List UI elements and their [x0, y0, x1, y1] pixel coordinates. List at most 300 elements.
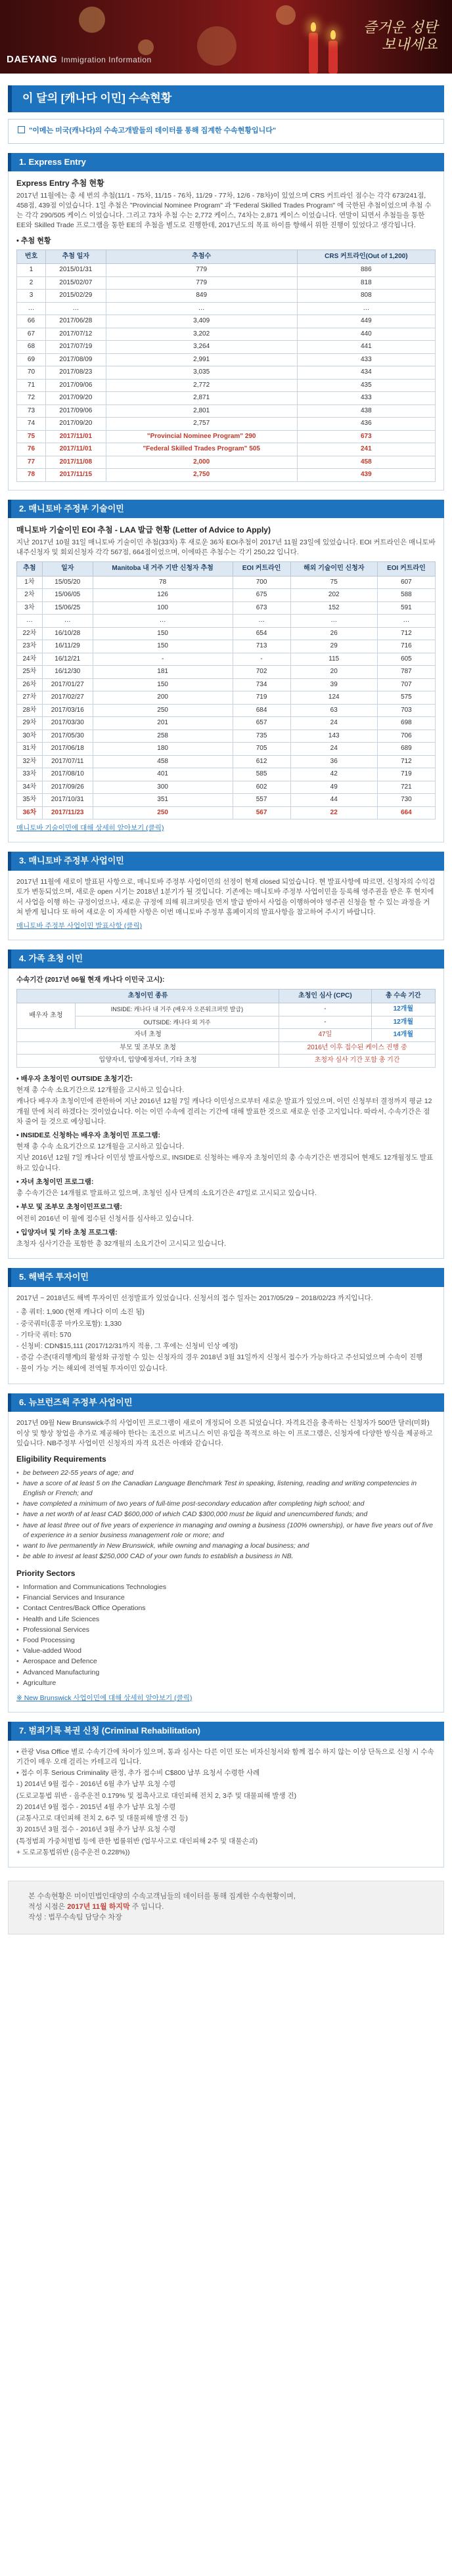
express-cell: 2 — [17, 276, 46, 290]
express-cell: 779 — [106, 276, 297, 290]
manitoba-cell: 44 — [290, 794, 377, 807]
family-cell: OUTSIDE: 캐나다 외 거주 — [75, 1016, 279, 1029]
manitoba-cell: 735 — [233, 730, 290, 743]
express-cell: 2017/11/15 — [45, 469, 106, 482]
express-cell: 72 — [17, 392, 46, 405]
manitoba-business-paragraph: 2017년 11월에 새로이 발표된 사항으로, 매니토바 주정부 사업이민의 선정이 현재 closed 되었습니다. 현 발표사항에 따르면, 신청자의 수익검토가 변동되었으며, 새로운 open 시기는 2018년 1분기가 될 것입니다. 기존에는 매니토바 주정부 사업이민을 등록해 영주권을 받은 후 현지에서 사업을 이행 하는 규정이었으나, 새로운 규정에 의해 워크퍼밋을 먼저 발급 받아서 사업을 이행하여야 영주권 신청을 할 수 있는 과정을 거쳐 받게 됩니다 또 하여 새로운 이 자세한 사항은 이번 매니토바 주정부 홈페이지의 발표사항을 참고하여 주시기 바랍니다. — [16, 878, 436, 916]
manitoba-cell: … — [42, 615, 93, 628]
notice-text: "이메는 미국(캐나다)의 수속고개발들의 데이터를 통해 집계한 수속현황입니다" — [29, 126, 277, 135]
express-row — [17, 264, 436, 277]
express-cell: 2017/11/01 — [45, 443, 106, 456]
manitoba-row — [17, 730, 436, 743]
family-col-total: 총 수속 기간 — [371, 989, 435, 1003]
express-cell: 433 — [297, 392, 435, 405]
manitoba-cell: 250 — [93, 806, 233, 819]
express-cell: 2017/09/06 — [45, 404, 106, 418]
manitoba-cell: 75 — [290, 576, 377, 589]
nb-paragraph: 2017년 09월 New Brunswick주의 사업이민 프로그램이 새로이 개정되어 오픈 되었습니다. 자격요건을 충족하는 신청자가 500만 달러(미화) 이상 및 향상 창업을 추가로 제공해야 한다는 조건으로 비즈니스 이민 유입을 목적으로 하는 이 프로그램은, 신청자에 다양한 방식을 제공하고 있습니다. NB주정부 사업이민 신청자의 자격 요건은 아래와 같습니다. — [16, 1419, 433, 1447]
eligibility-item: • want to live permanently in New Brunswick, while owning and managing a local business; and — [16, 1541, 436, 1551]
express-cell: 458 — [297, 456, 435, 469]
eligibility-item: • have a score of at least 5 on the Canadian Language Benchmark Test in speaking, listening, reading and writing competencies in English or French; and — [16, 1479, 436, 1498]
manitoba-cell: 3차 — [17, 601, 43, 615]
manitoba-cell: … — [93, 615, 233, 628]
manitoba-cell: 16/11/29 — [42, 640, 93, 653]
manitoba-cell: 2017/03/16 — [42, 704, 93, 717]
express-row — [17, 469, 436, 482]
manitoba-row — [17, 794, 436, 807]
express-cell: 2,757 — [106, 418, 297, 431]
manitoba-cell: 458 — [93, 755, 233, 768]
express-cell: 70 — [17, 366, 46, 380]
manitoba-cell: 588 — [377, 589, 435, 602]
manitoba-business-link[interactable]: 매니토바 주정부 사업이민 발표사항 (클릭) — [16, 921, 143, 930]
manitoba-cell: 100 — [93, 601, 233, 615]
draw-table-label: • 추첨 현황 — [16, 236, 51, 245]
priority-sector-item: • Financial Services and Insurance — [16, 1593, 436, 1603]
express-cell: 68 — [17, 341, 46, 354]
manitoba-cell: 29 — [290, 640, 377, 653]
manitoba-cell: 250 — [93, 704, 233, 717]
family-note: • 입양자녀 및 기타 초청 프로그램: — [16, 1228, 118, 1236]
holiday-greeting — [363, 20, 438, 55]
section-heading-criminal: 7. 범죄기록 복권 신청 (Criminal Rehabilitation) — [8, 1722, 444, 1741]
express-cell: "Federal Skilled Trades Program" 505 — [106, 443, 297, 456]
manitoba-skilled-link[interactable]: 매니토바 기술이민에 대해 상세히 알아보기 (클릭) — [16, 824, 164, 833]
manitoba-cell: 29차 — [17, 717, 43, 730]
manitoba-cell: 702 — [233, 666, 290, 679]
express-cell: 75 — [17, 430, 46, 443]
manitoba-cell: 39 — [290, 678, 377, 691]
manitoba-cell: 42 — [290, 768, 377, 781]
manitoba-cell: 557 — [233, 794, 290, 807]
manitoba-cell: 124 — [290, 691, 377, 705]
criminal-item: • 접수 이후 Serious Criminality 판정, 추가 접수비 C$800 납부 요청서 수령한 사례 — [16, 1769, 260, 1778]
manitoba-cell: 703 — [377, 704, 435, 717]
manitoba-cell: 351 — [93, 794, 233, 807]
manitoba-cell: 22차 — [17, 627, 43, 640]
manitoba-cell: 607 — [377, 576, 435, 589]
express-row — [17, 276, 436, 290]
manitoba-cell: 22 — [290, 806, 377, 819]
manitoba-cell: 2017/05/30 — [42, 730, 93, 743]
manitoba-row — [17, 653, 436, 666]
manitoba-row — [17, 601, 436, 615]
manitoba-cell: 664 — [377, 806, 435, 819]
criminal-item: (특정범죄 가중처벌법 등에 관한 법률위반 (업무사고로 대인피해 2주 및 대물손괴) — [16, 1837, 258, 1845]
express-cell: 808 — [297, 290, 435, 303]
priority-sector-item: • Advanced Manufacturing — [16, 1668, 436, 1678]
manitoba-cell: 27차 — [17, 691, 43, 705]
manitoba-cell: 2017/11/23 — [42, 806, 93, 819]
express-row — [17, 418, 436, 431]
family-cell: 초청자 심사 기간 포함 총 기간 — [279, 1055, 436, 1068]
manitoba-cell: 2017/06/18 — [42, 743, 93, 756]
eligibility-item: • be able to invest at least $250,000 CAD of your own funds to establish a business in NB. — [16, 1552, 436, 1561]
manitoba-cell: 689 — [377, 743, 435, 756]
express-cell: 241 — [297, 443, 435, 456]
section-criminal — [8, 1741, 444, 1867]
criminal-items — [16, 1747, 436, 1858]
manitoba-cell: … — [233, 615, 290, 628]
express-cell: 76 — [17, 443, 46, 456]
express-cell: 2017/06/28 — [45, 315, 106, 328]
manitoba-cell: 150 — [93, 627, 233, 640]
express-cell: 2,772 — [106, 379, 297, 392]
footer-line-2 — [28, 1902, 424, 1913]
section-heading-investor: 5. 해벽주 투자이민 — [8, 1268, 444, 1287]
eligibility-title: Eligibility Requirements — [16, 1454, 106, 1464]
manitoba-cell: 2017/02/27 — [42, 691, 93, 705]
express-cell: … — [106, 302, 297, 315]
manitoba-cell: 2017/07/11 — [42, 755, 93, 768]
section-heading-express-entry: 1. Express Entry — [8, 153, 444, 172]
manitoba-cell: 24차 — [17, 653, 43, 666]
express-cell: 2,801 — [106, 404, 297, 418]
investor-paragraph: 2017년 ~ 2018년도 해벽 투자이민 선정발표가 있었습니다. 신청서의 접수 일자는 2017/05/29 ~ 2018/02/23 까지입니다. — [16, 1294, 373, 1303]
investor-items — [16, 1307, 436, 1374]
criminal-item: • 관광 Visa Office 별로 수속기간에 차이가 있으며, 통과 심사는 다른 이민 또는 비자신청서와 함께 접수 하지 않는 이상 단독으로 신청 시 수속기간이 매우 오래 걸리는 카테고리 입니다. — [16, 1747, 434, 1766]
criminal-item: (도로교통법 위반 - 음주운전 0.179% 및 접촉사고로 대인피해 전치 2, 3주 및 대물피해 발생 건) — [16, 1791, 297, 1800]
express-cell: 2017/09/20 — [45, 418, 106, 431]
manitoba-cell: 707 — [377, 678, 435, 691]
family-note: 초청자 심사기간을 포함한 총 32개월의 소요기간이 고시되고 있습니다. — [16, 1240, 227, 1248]
express-cell: 2,991 — [106, 353, 297, 366]
brand-name: DAEYANG — [7, 54, 58, 66]
priority-title: Priority Sectors — [16, 1569, 76, 1579]
footer-date: 2017년 11월 하지막 — [67, 1902, 130, 1911]
manitoba-cell: 63 — [290, 704, 377, 717]
manitoba-cell: 730 — [377, 794, 435, 807]
manitoba-cell: 591 — [377, 601, 435, 615]
main-content — [0, 74, 452, 1867]
manitoba-cell: 300 — [93, 781, 233, 794]
express-row — [17, 353, 436, 366]
investor-item: - 기타국 쿼터: 570 — [16, 1330, 72, 1339]
family-processing-table — [16, 989, 436, 1068]
section-express-entry — [8, 171, 444, 490]
express-sub-title: Express Entry 추첨 현황 — [16, 179, 104, 188]
manitoba-cell: 31차 — [17, 743, 43, 756]
manitoba-cell: 35차 — [17, 794, 43, 807]
criminal-item: 3) 2015년 3월 접수 - 2016년 3월 추가 납부 요청 수령 — [16, 1825, 176, 1834]
express-cell: 2017/11/01 — [45, 430, 106, 443]
express-cell: 71 — [17, 379, 46, 392]
express-cell: 2015/02/29 — [45, 290, 106, 303]
family-col-cpc: 초청인 심사 (CPC) — [279, 989, 371, 1003]
manitoba-cell: 152 — [290, 601, 377, 615]
express-cell: 2017/09/06 — [45, 379, 106, 392]
page-title: 이 달의 [캐나다 이민] 수속현황 — [8, 85, 444, 112]
family-cell: 2016년 이후 접수된 케이스 진행 중 — [279, 1041, 436, 1055]
manitoba-cell: 201 — [93, 717, 233, 730]
checkbox-icon — [18, 126, 25, 133]
manitoba-row — [17, 717, 436, 730]
new-brunswick-link[interactable]: ※ New Brunswick 사업이민에 대해 상세히 알아보기 (클릭) — [16, 1694, 192, 1703]
manitoba-cell: 787 — [377, 666, 435, 679]
eligibility-item: • have at least three out of five years of experience in managing and owning a business (100% ownership), or have five years out of five of experience in a senior business management role or more; and — [16, 1521, 436, 1540]
family-note: 현재 총 수속 소요기간으로 12개월을 고시하고 있습니다. — [16, 1086, 185, 1095]
footer-line-2-pre: 적성 시점은 — [28, 1902, 68, 1911]
manitoba-cell: 15/05/20 — [42, 576, 93, 589]
eligibility-item: • have completed a minimum of two years of full-time post-secondary education after completing high school; and — [16, 1499, 436, 1509]
family-cell: 부모 및 조부모 초청 — [17, 1041, 279, 1055]
manitoba-cell: 150 — [93, 678, 233, 691]
criminal-item: + 도로교통법위반 (음주운전 0.228%)) — [16, 1848, 130, 1856]
manitoba-row — [17, 615, 436, 628]
express-cell: 849 — [106, 290, 297, 303]
manitoba-cell: 33차 — [17, 768, 43, 781]
manitoba-col-header: EOI 커트라인 — [377, 562, 435, 577]
brand-subtitle: Immigration Information — [61, 55, 152, 65]
family-note: • 배우자 초청이민 OUTSIDE 초청기간: — [16, 1074, 133, 1083]
manitoba-cell: 700 — [233, 576, 290, 589]
express-cell: 2,871 — [106, 392, 297, 405]
manitoba-cell: 200 — [93, 691, 233, 705]
section-investor — [8, 1287, 444, 1384]
family-note: 여전히 2016년 이 월에 접수된 신청서를 심사하고 있습니다. — [16, 1214, 194, 1223]
criminal-item: 1) 2014년 9월 접수 - 2016년 6월 추가 납부 요청 수령 — [16, 1780, 176, 1789]
manitoba-cell: 567 — [233, 806, 290, 819]
manitoba-cell: 126 — [93, 589, 233, 602]
priority-sector-item: • Information and Communications Technologies — [16, 1583, 436, 1592]
footer-box — [8, 1881, 444, 1934]
express-cell: 78 — [17, 469, 46, 482]
manitoba-cell: 23차 — [17, 640, 43, 653]
manitoba-cell: 150 — [93, 640, 233, 653]
eligibility-item: • have a net worth of at least CAD $600,000 of which CAD $300,000 must be liquid and unencumbered funds; and — [16, 1510, 436, 1519]
family-cell: 12개월 — [371, 1016, 435, 1029]
family-cell: 14개월 — [371, 1029, 435, 1042]
express-col-header: 번호 — [17, 250, 46, 264]
express-cell: 818 — [297, 276, 435, 290]
express-col-header: 추첨수 — [106, 250, 297, 264]
family-cell: 배우자 초청 — [17, 1003, 76, 1029]
express-cell: 3 — [17, 290, 46, 303]
manitoba-cell: 698 — [377, 717, 435, 730]
express-cell: 449 — [297, 315, 435, 328]
express-cell: 2017/11/08 — [45, 456, 106, 469]
manitoba-cell: 26 — [290, 627, 377, 640]
manitoba-cell: 28차 — [17, 704, 43, 717]
priority-sector-item: • Agriculture — [16, 1678, 436, 1688]
express-cell: 3,264 — [106, 341, 297, 354]
manitoba-row — [17, 781, 436, 794]
express-col-header: 추첨 일자 — [45, 250, 106, 264]
manitoba-cell: 49 — [290, 781, 377, 794]
manitoba-cell: 24 — [290, 743, 377, 756]
manitoba-cell: 585 — [233, 768, 290, 781]
manitoba-cell: 2017/10/31 — [42, 794, 93, 807]
manitoba-cell: 713 — [233, 640, 290, 653]
express-cell: 2,750 — [106, 469, 297, 482]
manitoba-col-header: 일자 — [42, 562, 93, 577]
section-new-brunswick — [8, 1412, 444, 1713]
manitoba-cell: 719 — [233, 691, 290, 705]
manitoba-cell: - — [233, 653, 290, 666]
family-cell: 자녀 초청 — [17, 1029, 279, 1042]
manitoba-cell: 712 — [377, 627, 435, 640]
express-cell: 2,000 — [106, 456, 297, 469]
family-note: 현재 총 수속 소요기간으로 12개월을 고시하고 있습니다. — [16, 1143, 185, 1151]
header-banner — [0, 0, 452, 74]
express-cell: 2017/07/12 — [45, 328, 106, 341]
manitoba-cell: … — [17, 615, 43, 628]
manitoba-cell: 706 — [377, 730, 435, 743]
greeting-line-2: 보내세요 — [381, 37, 438, 54]
manitoba-cell: 26차 — [17, 678, 43, 691]
express-cell: 441 — [297, 341, 435, 354]
manitoba-cell: 602 — [233, 781, 290, 794]
manitoba-row — [17, 627, 436, 640]
brand-logo — [7, 53, 152, 67]
manitoba-cell: 24 — [290, 717, 377, 730]
family-cell: 입양자녀, 입양예정자녀, 기타 초청 — [17, 1055, 279, 1068]
family-note: • 부모 및 조부모 초청이민프로그램: — [16, 1203, 122, 1212]
manitoba-cell: 1차 — [17, 576, 43, 589]
manitoba-cell: 34차 — [17, 781, 43, 794]
section-heading-new-brunswick: 6. 뉴브런즈윅 주정부 사업이민 — [8, 1393, 444, 1412]
manitoba-cell: 721 — [377, 781, 435, 794]
investor-item: - 중국쿼터(홍콩 마카오포함): 1,330 — [16, 1319, 122, 1328]
manitoba-cell: 657 — [233, 717, 290, 730]
family-notes — [16, 1074, 436, 1249]
family-cell: - — [279, 1003, 371, 1016]
express-cell: 435 — [297, 379, 435, 392]
manitoba-cell: 180 — [93, 743, 233, 756]
express-cell: 2015/02/07 — [45, 276, 106, 290]
investor-item: - 신청비: CDN$15,111 (2017/12/31까지 적용, 그 후에는 신청비 인상 예정) — [16, 1342, 238, 1350]
family-cell: INSIDE: 캐나다 내 거주 (배우자 오픈워크퍼밋 발급) — [75, 1003, 279, 1016]
priority-sector-item: • Professional Services — [16, 1625, 436, 1635]
manitoba-cell: 716 — [377, 640, 435, 653]
express-row — [17, 302, 436, 315]
priority-sector-item: • Contact Centres/Back Office Operations — [16, 1604, 436, 1613]
investor-item: - 물이 가능 거는 해외에 전역될 투자이민 있습니다. — [16, 1364, 168, 1373]
express-cell: 886 — [297, 264, 435, 277]
manitoba-cell: 2017/01/27 — [42, 678, 93, 691]
express-col-header: CRS 커트라인(Out of 1,200) — [297, 250, 435, 264]
express-cell: … — [17, 302, 46, 315]
section-heading-manitoba-skilled: 2. 매니토바 주정부 기술이민 — [8, 500, 444, 519]
investor-item: - 총 쿼터: 1,900 (현재 캐나다 이미 소진 됨) — [16, 1308, 145, 1317]
manitoba-row — [17, 704, 436, 717]
investor-item: - 증감 수준(대리행계)의 활성화 규정할 수 있는 신청자의 경우 2018년 3월 31일까지 신청서 접수가 가능하다고 주선되었으며 수속이 진행 — [16, 1353, 423, 1362]
express-row — [17, 366, 436, 380]
priority-sector-item: • Health and Life Sciences — [16, 1615, 436, 1625]
express-draw-table — [16, 250, 436, 482]
express-row — [17, 404, 436, 418]
footer-line-2-post: 주 입니다. — [129, 1902, 164, 1911]
express-paragraph: 2017년 11월에는 총 세 번의 추첨(11/1 - 75차, 11/15 - 76차, 11/29 - 77차, 12/6 - 78차)이 있었으며 CRS 커트라인 점수는 각각 673/241점, 458점, 439점 이었습니다. 1일 추첨은 "Provincial Nominee Program" 과 "Federal Skilled Trades Program" 에 국한된 추첨이었으며 추첨 수는 각각 290/505 케이스 이었습니다. 그리고 73차 추첨 수는 2,772 케이스, 74차는 2,871 케이스 이었습니다. 연말이 되면서 추첨들을 통한 EE와 Skilled Trade 프로그램을 통한 EE의 추첨을 별도로 진행한데, 2017년도의 목표 하이를 향해서 위한 진행이 있었다고 생각됩니다. — [16, 191, 432, 230]
manitoba-col-header: 추첨 — [17, 562, 43, 577]
manitoba-cell: 401 — [93, 768, 233, 781]
manitoba-cell: 575 — [377, 691, 435, 705]
manitoba-cell: 2017/03/30 — [42, 717, 93, 730]
express-cell: 3,202 — [106, 328, 297, 341]
eligibility-item: • be between 22-55 years of age; and — [16, 1468, 436, 1478]
family-note: 총 수속기간은 14개월로 발표하고 있으며, 초청인 심사 단계의 소요기간은 47일로 고시되고 있습니다. — [16, 1189, 317, 1198]
express-cell: 2017/09/20 — [45, 392, 106, 405]
section-family — [8, 969, 444, 1259]
manitoba-row — [17, 806, 436, 819]
express-cell: 779 — [106, 264, 297, 277]
manitoba-draw-table — [16, 561, 436, 819]
criminal-item: (교통사고로 대인피해 전치 2, 6주 및 대물피해 발생 건 등) — [16, 1814, 188, 1823]
family-note: 캐나다 배우자 초청이민에 관한하여 지난 2016년 12월 7일 캐나다 이민성으로부터 새로운 발표가 있었으며, 이민 신청부터 결정까지 평균 12개월 만에 처리 하겠다는 것이었습니다. 이는 이민 수속에 걸리는 기간에 대해 발표한 것으로 새로운 인증 고지입니다. 따라서, 수속기간은 점차 줄어 들 것으로 예상됩니다. — [16, 1097, 432, 1125]
manitoba-col-header: EOI 커트라인 — [233, 562, 290, 577]
express-cell: … — [45, 302, 106, 315]
manitoba-cell: 32차 — [17, 755, 43, 768]
section-heading-family: 4. 가족 초청 이민 — [8, 950, 444, 969]
footer-line-1: 본 수속현황은 미이민법인대양의 수속고객님들의 데이터를 통해 집계한 수속현황이며, — [28, 1892, 296, 1901]
express-row — [17, 290, 436, 303]
express-cell: 69 — [17, 353, 46, 366]
manitoba-cell: 719 — [377, 768, 435, 781]
express-cell: 673 — [297, 430, 435, 443]
family-note: • INSIDE로 신청하는 배우자 초청이민 프로그램: — [16, 1131, 161, 1140]
express-row — [17, 379, 436, 392]
express-cell: 67 — [17, 328, 46, 341]
express-row — [17, 392, 436, 405]
section-manitoba-business — [8, 871, 444, 940]
express-cell: 74 — [17, 418, 46, 431]
priority-sector-list — [16, 1583, 436, 1688]
manitoba-row — [17, 691, 436, 705]
family-col-type: 초청이민 종류 — [17, 989, 279, 1003]
manitoba-cell: 36차 — [17, 806, 43, 819]
manitoba-cell: - — [93, 653, 233, 666]
manitoba-row — [17, 768, 436, 781]
manitoba-cell: 2차 — [17, 589, 43, 602]
manitoba-cell: 16/12/30 — [42, 666, 93, 679]
express-row — [17, 430, 436, 443]
family-note: • 자녀 초청이민 프로그램: — [16, 1177, 94, 1186]
manitoba-cell: 673 — [233, 601, 290, 615]
manitoba-cell: 30차 — [17, 730, 43, 743]
manitoba-cell: 15/06/25 — [42, 601, 93, 615]
express-cell: "Provincial Nominee Program" 290 — [106, 430, 297, 443]
manitoba-row — [17, 678, 436, 691]
priority-sector-item: • Value-added Wood — [16, 1646, 436, 1656]
manitoba-cell: 78 — [93, 576, 233, 589]
manitoba-cell: … — [290, 615, 377, 628]
express-cell: 73 — [17, 404, 46, 418]
express-cell: 2017/07/19 — [45, 341, 106, 354]
manitoba-cell: 181 — [93, 666, 233, 679]
manitoba-cell: 16/12/21 — [42, 653, 93, 666]
manitoba-cell: 734 — [233, 678, 290, 691]
eligibility-list — [16, 1468, 436, 1562]
express-cell: 438 — [297, 404, 435, 418]
family-cell: - — [279, 1016, 371, 1029]
express-cell: 433 — [297, 353, 435, 366]
express-cell: 440 — [297, 328, 435, 341]
express-cell: 434 — [297, 366, 435, 380]
manitoba-cell: 36 — [290, 755, 377, 768]
manitoba-cell: 202 — [290, 589, 377, 602]
manitoba-col-header: 해외 기술이민 신청자 — [290, 562, 377, 577]
manitoba-row — [17, 640, 436, 653]
manitoba-row — [17, 589, 436, 602]
express-cell: 77 — [17, 456, 46, 469]
express-row — [17, 328, 436, 341]
section-manitoba-skilled — [8, 518, 444, 842]
priority-sector-item: • Food Processing — [16, 1636, 436, 1646]
manitoba-cell: 605 — [377, 653, 435, 666]
manitoba-cell: 675 — [233, 589, 290, 602]
manitoba-cell: 612 — [233, 755, 290, 768]
express-cell: 3,409 — [106, 315, 297, 328]
